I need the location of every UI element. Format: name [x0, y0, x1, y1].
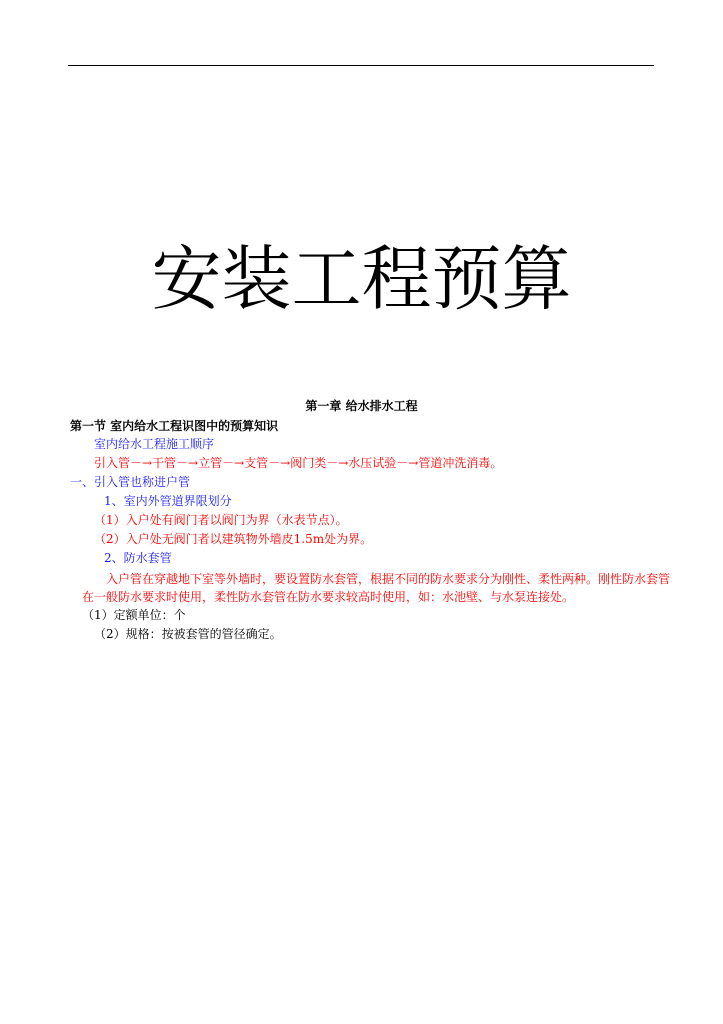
construction-order-sequence: 引入管－→干管－→立管－→支管－→阀门类－→水压试验－→管道冲洗消毒。: [94, 456, 503, 470]
construction-order-heading: 室内给水工程施工顺序: [94, 437, 215, 451]
section-title: 第一节 室内给水工程识图中的预算知识: [70, 419, 279, 433]
intro-pipe-heading: 一、引入管也称进户管: [70, 475, 191, 489]
boundary-rule-1: （1）入户处有阀门者以阀门为界（水表节点）。: [94, 513, 348, 527]
chapter-title: 第一章 给水排水工程: [305, 399, 418, 413]
waterproof-sleeve-heading: 2、防水套管: [104, 551, 172, 565]
quota-unit: （1）定额单位：个: [82, 608, 186, 622]
main-title: 安装工程预算: [151, 238, 572, 320]
boundary-rule-2: （2）入户处无阀门者以建筑物外墙皮1.5m处为界。: [94, 532, 373, 546]
specification: （2）规格：按被套管的管径确定。: [94, 627, 282, 641]
top-rule: [68, 65, 654, 66]
boundary-heading: 1、室内外管道界限划分: [104, 494, 232, 508]
waterproof-sleeve-paragraph: 入户管在穿越地下室等外墙时，要设置防水套管，根据不同的防水要求分为刚性、柔性两种。刚性防水套管在一般防水要求时使用，柔性防水套管在防水要求较高时使用，如：水池壁、与水泵连接处。: [82, 572, 671, 604]
